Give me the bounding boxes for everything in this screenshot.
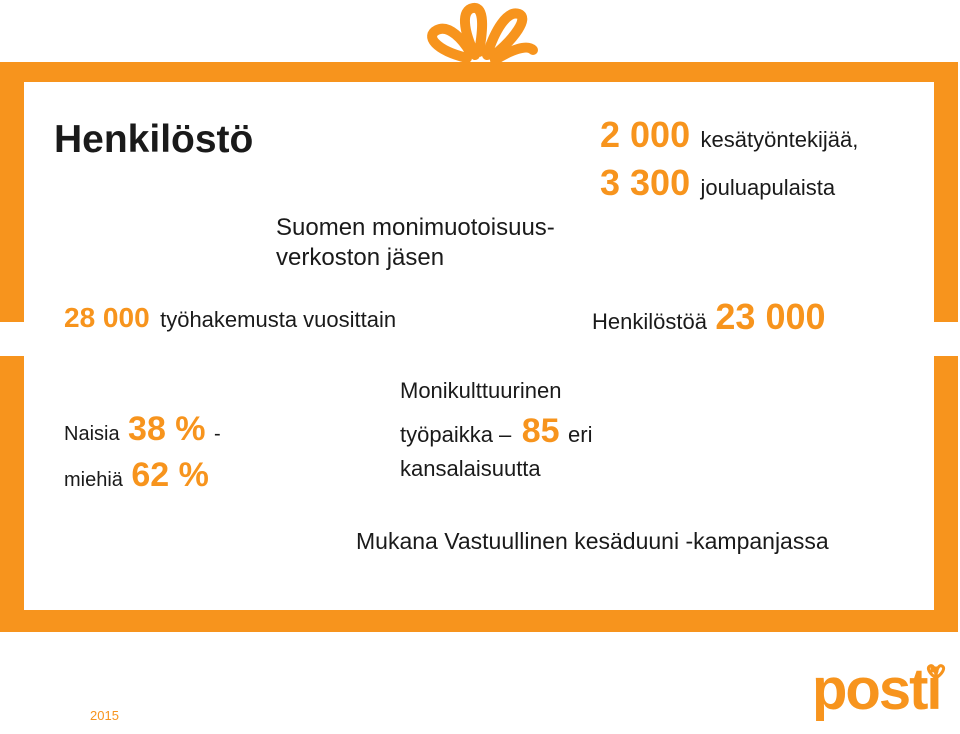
summer-workers-number: 2 000 [600,114,691,155]
frame-right-upper-bar [934,62,958,322]
nationalities-number: 85 [521,412,560,450]
posti-logo-ribbon-icon [924,662,948,680]
men-row [64,456,209,495]
multicultural-line-2 [400,412,592,451]
multicultural-line-3: kansalaisuutta [400,456,541,481]
christmas-helpers-label: jouluapulaista [700,175,836,200]
frame-right-lower-bar [934,356,958,632]
multicultural-prefix: työpaikka – [400,422,512,447]
staff-label: Henkilöstöä [592,309,707,334]
summer-workers-label: kesätyöntekijää, [700,127,859,152]
staff-row [592,296,826,338]
men-label: miehiä [64,469,123,491]
membership-line-1: Suomen monimuotoisuus- [276,214,555,241]
applications-number: 28 000 [64,302,150,333]
christmas-helpers-number: 3 300 [600,162,691,203]
staff-number: 23 000 [715,296,826,337]
frame-bottom-bar [0,610,958,632]
applications-row [64,302,396,334]
multicultural-line-1: Monikulttuurinen [400,378,562,403]
women-value: 38 % [128,410,206,448]
women-row [64,410,221,449]
men-value: 62 % [131,456,209,494]
gift-bow-icon [415,0,550,66]
women-label: Naisia [64,423,120,445]
applications-label: työhakemusta vuosittain [160,307,397,332]
posti-logo-text: posti [812,657,941,722]
posti-logo [812,657,950,730]
campaign-text: Mukana Vastuullinen kesäduuni -kampanjassa [356,528,829,554]
summer-workers-row [600,114,858,156]
multicultural-suffix: eri [568,422,593,447]
gender-dash: - [213,423,221,445]
frame-left-upper-bar [0,62,24,322]
page-title: Henkilöstö [54,118,254,161]
membership-line-2: verkoston jäsen [276,244,445,271]
frame-left-lower-bar [0,356,24,632]
christmas-helpers-row [600,162,835,204]
year-label: 2015 [90,708,119,723]
